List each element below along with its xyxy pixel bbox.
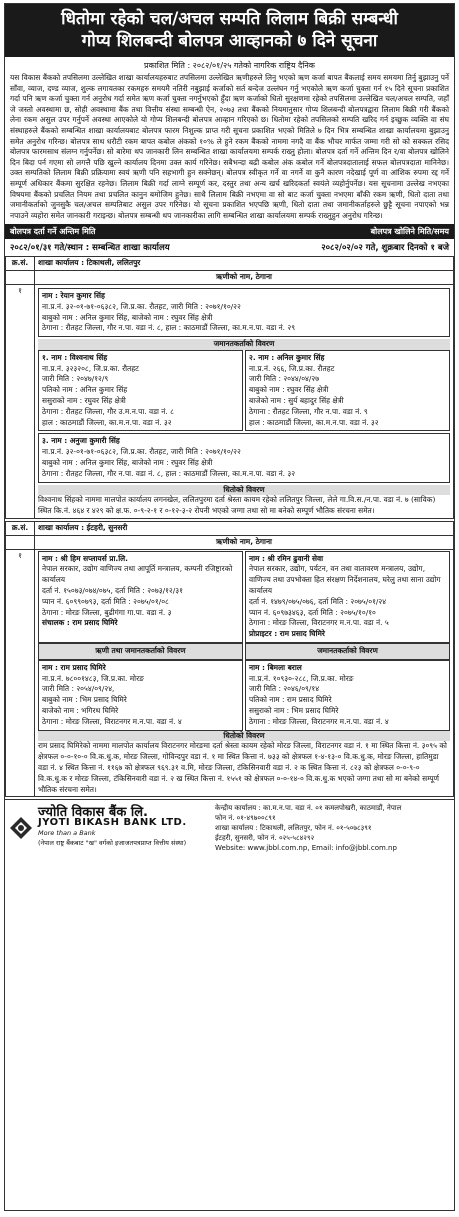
guarantor-bimala-id: ना.प्र.नं. १०९३०-२८८, जि.प्र.का. मोरङ [249, 673, 354, 683]
guarantor-2-name: २. नाम : अनिल कुमार सिंह [249, 352, 325, 362]
bank-logo-icon [9, 816, 33, 840]
sn-header: क्र.सं. [6, 257, 35, 271]
guarantor-ram [38, 660, 243, 731]
guarantor-ram-grandfather: बाजेको नाम : भगिरथ घिमिरे [42, 706, 119, 715]
footer [5, 799, 454, 856]
guarantor-bimala-father-in-law: ससुराको नाम : भिम प्रसाद घिमिरे [249, 706, 339, 715]
notice-header [5, 4, 454, 57]
guarantor-columns [38, 660, 450, 731]
bank-tagline: More than a Bank [38, 829, 96, 838]
guarantor-3 [38, 433, 450, 482]
company-1-name: नाम : श्री हिम सप्लायर्स प्रा.लि. [42, 553, 128, 563]
section-itahari [5, 521, 454, 797]
guarantor-2-relation2: बाजेको नाम : सुर्य बहादुर सिंह क्षेत्री [249, 396, 344, 406]
guarantor-2-issued: जारी मिति : २०४४/०४/२७ [249, 374, 320, 384]
company-2-reg: दर्ता नं. १४७९/०७५/०७६, दर्ता मिति : २०७५/०१/२४ [249, 596, 387, 606]
guarantor-label-row [38, 643, 450, 660]
collateral-text: विश्वनाथ सिंहको नाममा मालपोत कार्यालय लगनखेल, ललितपुरमा दर्ता श्रेस्ता कायम रहेको ललितपुर जिल्ला, लेले गा.वि.स./न.पा. वडा नं. ७ (साविक) स्थित कि.नं. ४६४ र ४२९ को क्ष.फ. ०-९-२-१ र ०-१२-३-२ रोपनी भएको जग्गा तथा सो मा बनेको सम्पूर्ण भौतिक संरचना समेत। [38, 495, 436, 516]
section-tikathali [5, 256, 454, 519]
borrower-id: ना.प्र.नं. ३२-०१-७१-०६३८२, जि.प्र.का. रौतहट, जारी मिति : २०७१/१०/२२ [42, 301, 241, 311]
guarantor-2-id: ना.प्र.नं. २६६, जि.प्र.का. रौतहट [249, 363, 335, 373]
notice-title-line1: धितोमा रहेको चल/अचल सम्पति लिलाम बिक्री सम्बन्धी [61, 9, 398, 29]
collateral-text: राम प्रसाद घिमिरेको नाममा मालपोत कार्यालय विराटनगर मोरङमा दर्ता श्रेस्ता कायम रहेको मोरङ जिल्ला, विराटनगर वडा नं. १ मा स्थित कित्ता नं. ३०९५ को क्षेत्रफल ०-०-१०-० वि.क.धु.क, मोरङ जिल्ला, गोविन्दपुर वडा नं. १ मा स्थित कित्ता नं. ७३३ को क्षेत्रफल १-४-१३-० वि.क.धु.क, मोरङ जिल्ला, हातिमुडा वडा नं. ४ स्थित कित्ता नं. ११६७ को क्षेत्रफल ९६९.३१ व.मि, मोरङ जिल्ला, टंकिसिनवारी वडा नं. २ क स्थित कित्ता नं. ८२३ को क्षेत्रफल ०-०-९-० वि.क.धु.क र मोरङ जिल्ला, टंकिसिनवारी वडा नं. २ ख स्थित कित्ता नं. १५५१ को क्षेत्रफल ०-०-१४-० वि.क.धु.क भएको जग्गा तथा सो मा बनेको सम्पूर्ण भौतिक संरचना समेत। [38, 741, 447, 794]
guarantor-bimala-name: नाम : बिमला बराल [249, 662, 302, 672]
borrower-address: ठेगाना : रौतहट जिल्ला, गौर न.पा. वडा नं. ८, हाल : काठमाडौं जिल्ला, का.म.न.पा. वडा नं. २९ [42, 323, 296, 333]
guarantor-ram-name: नाम : राम प्रसाद घिमिरे [42, 662, 106, 672]
deadline-values [5, 239, 454, 256]
publication-date: प्रकाशित मिति : २०८२/०१/२५ गतेको नागरिक राष्ट्रिय दैनिक [144, 61, 315, 70]
branch-title: शाखा कार्यालय : टिकाथली, ललितपुर [35, 257, 454, 271]
guarantor-2-relation: बाबुको नाम : रघुवर सिंह क्षेत्री [249, 385, 329, 395]
guarantor-2-address: ठेगाना : रौतहट जिल्ला, गौर न.पा. वडा नं. ९ [249, 406, 368, 416]
guarantor-label: जमानतकर्ताको विवरण [245, 643, 450, 660]
borrower-name: नाम : रेयान कुमार सिंह [42, 290, 105, 300]
guarantor-bimala-address: ठेगाना : मोरङ जिल्ला, विराटनगर म.न.पा. वडा नं. ४ [249, 716, 389, 726]
guarantor-1-current: हाल : काठमाडौं जिल्ला, का.म.न.पा. वडा नं. ३२ [42, 417, 172, 427]
guarantor-3-id: ना.प्र.नं. ३२-०१-७१-०६३८२, जि.प्र.का. रौतहट, जारी मिति : २०७१/१०/२२ [42, 447, 241, 457]
guarantor-bimala-issued: जारी मिति : २०४६/०९/१४ [249, 684, 320, 694]
row-content [35, 549, 454, 797]
guarantor-1-relation: पतिको नाम : अनिल कुमार सिंह [42, 385, 128, 395]
company-2-pan: प्यान नं. ६०९७३४६३, दर्ता मिति : २०७५/१०/१० [249, 607, 376, 617]
row-content [35, 284, 454, 518]
bank-logo [9, 803, 209, 853]
guarantor-3-address: ठेगाना : रौतहट जिल्ला, गौर न.पा. वडा नं. ८, हाल : काठमाडौं जिल्ला, का.म.न.पा. वडा नं. ३२ [42, 468, 296, 478]
guarantor-ram-issued: जारी मिति : २०५४/०९/२४, [42, 684, 115, 694]
guarantor-1-name: १. नाम : विश्वनाथ सिंह [42, 352, 108, 362]
borrower-name-address-label: ऋणीको नाम, ठेगाना [35, 535, 454, 549]
company-2-registrar: नेपाल सरकार, उद्योग, पर्यटन, वन तथा वातावरण मन्त्रालय, उद्योग, वाणिज्य तथा उपभोक्ता हित संरक्षण निर्देशनालय, घरेलु तथा साना उद्योग कार्यालय [249, 564, 441, 596]
guarantor-1-id: ना.प्र.नं. ३२३२०८, जि.प्र.का. रौतहट [42, 363, 139, 373]
company-2-proprietor: प्रोप्राइटर : राम प्रसाद घिमिरे [249, 629, 325, 639]
guarantor-1-issued: जारी मिति : २०४७/१२/९ [42, 374, 109, 384]
guarantor-bimala-husband: पतिको नाम : राम प्रसाद घिमिरे [249, 695, 332, 705]
contact-line: शाखा कार्यालय : टिकाथली, ललितपुर, फोन नं. ०१-५०७८३९१ [215, 824, 372, 833]
borrower-company-2 [245, 551, 450, 643]
guarantor-label: जमानतकर्ताको विवरण [38, 339, 450, 350]
guarantor-columns [38, 350, 450, 432]
row-sn: १ [6, 284, 35, 518]
registration-deadline-value: २०८२/०१/३१ गते/स्थान : सम्बन्धित शाखा कार्यालय [10, 243, 170, 254]
opening-date-value: २०८२/०२/०२ गते, शुक्रबार दिनको १ बजे [321, 243, 449, 254]
row-sn: १ [6, 549, 35, 797]
guarantor-1 [38, 350, 243, 432]
company-1-reg: दर्ता नं. १५०७३/०७४/०७५, दर्ता मिति : २०७३/१२/३१ [42, 586, 183, 596]
company-2-address: ठेगाना : मोरङ जिल्ला, विराटनगर म.न.पा. वडा नं. ५ [249, 618, 389, 628]
guarantor-2-current: हाल : काठमाडौं जिल्ला, का.म.न.पा. वडा नं. ३२ [249, 417, 379, 427]
contact-info [209, 803, 450, 853]
bank-name-english: JYOTI BIKASH BANK LTD. [38, 817, 187, 829]
opening-date-label: बोलपत्र खोलिने मिति/समय [370, 227, 449, 237]
guarantor-1-address: ठेगाना : रौतहट जिल्ला, गौर उ.म.न.पा. वडा नं. ८ [42, 406, 174, 416]
bank-name-nepali: ज्योति विकास बैंक लि. [38, 805, 148, 821]
collateral-label: धितोको विवरण [38, 731, 450, 742]
contact-line: ईटहरी, सुनसरी, फोन नं. ०२५-५८४२९२ [215, 834, 315, 843]
company-1-pan: प्यान नं. ६०९९०७९३, दर्ता मिति : २०७५/०१/०८ [42, 596, 169, 606]
guarantor-ram-address: ठेगाना : मोरङ जिल्ला, विराटनगर म.न.पा. वडा नं. ४ [42, 716, 182, 726]
guarantor-2 [245, 350, 450, 432]
company-1-director: संचालक : राम प्रसाद घिमिरे [42, 618, 118, 628]
guarantor-bimala [245, 660, 450, 731]
bank-license: (नेपाल राष्ट्र बैंकबाट "ख" वर्गको इजाजतपत्रप्राप्त वित्तीय संस्था) [38, 839, 187, 848]
borrower-name-address-label: ऋणीको नाम, ठेगाना [35, 271, 454, 285]
contact-line: फोन नं. ०१-४९७००८९१ [215, 814, 276, 823]
guarantor-ram-id: ना.प्र.नं. ७८००१४८३, जि.प्र.का. मोरङ [42, 673, 144, 683]
sn-header: क्र.सं. [6, 522, 35, 536]
borrower-columns [38, 551, 450, 643]
intro-paragraph: यस विकास बैंकको तपसिलमा उल्लेखित शाखा कार्यालयहरुबाट तपसिलमा उल्लेखित ऋणीहरुले लिनु भएको ऋण कर्जा बापत बैंकलाई समय समयमा तिर्नु बुझाउनु पर्ने साँवा, व्याज, दण्ड व्याज, शुल्क लगायतका रकमहरु समयमै नतिरी नबुझाई कर्जाको सर्त बन्देज उल्लंघन गर्नु भएकोले ऋण कर्जा चुक्ता गर्न १५ दिने सूचना प्रकाशित गर्दा पनि ऋण कर्जा चुक्ता गर्न अनुरोध गर्दा समेत ऋण कर्जा चुक्ता नगर्नुभएको हुँदा ऋण कर्जाको धितो सुरक्षणमा रहेको तपसिलमा उल्लेखित चल/अचल सम्पति, जहाँ जे जस्तो अवस्थामा छ, सोही अवस्थामा बैंक तथा वित्तीय संस्था सम्बन्धी ऐन, २०७३ तथा बैंकको नियमानुसार गोप्य शिलबन्दी बोलपत्रद्वारा लिलाम बिक्री गरी बैंकको लेना रकम असुल उपर गर्नुपर्ने अवस्था आएकोले यो गोप्य शिलबन्दी बोलपत्र आव्हान गरिएको छ। धितोमा रहेको तपसिलको सम्पति खरिद गर्न इच्छुक व्यक्ति वा संघ संस्थाहरुले बैंकको सम्बन्धित शाखा कार्यालयबाट बोलपत्र फारम निशुल्क प्राप्त गरी सूचना प्रकाशित भएको मितिले ७ दिन भित्र सम्बन्धित शाखा कार्यालयमा बुझाउनु समेत अनुरोध गरिन्छ। बोलपत्र साथ धरौटी रकम बापत कबोल अंकको १०% ले हुने रकम बैंकको नाममा नगदै वा बैंक भौचर मार्फत जम्मा गरी सो को सक्कल रसिद बोलपत्र फारमसाथ संलग्न गर्नुपर्नेछ। सो बारेमा थप जानकारी लिन सम्बन्धित शाखा कार्यालयमा सम्पर्क राख्नु होला। बोलपत्र दर्ता गर्ने अन्तिम दिन र/वा बोलपत्र खोलिने दिन बिदा पर्न गएमा सो लगत्तै पछि खुल्ने कार्यालय दिनमा उक्त कार्य गरिनेछ। सबैभन्दा बढी कबोल अंक कबोल गर्ने बोलपत्रदातालाई सफल बोलपत्रदाता मानिनेछ। उक्त सम्पतिको लिलाम बिक्री प्रक्रियामा स्वयं ऋणी पनि सहभागी हुन सक्नेछन्। बोलपत्र स्वीकृत गर्ने वा नगर्ने वा कुनै कारण नदेखाई पूर्ण वा आंशिक रुपमा रद्द गर्ने सम्पूर्ण अधिकार बैंकमा सुरक्षित रहनेछ। लिलाम बिक्री गर्दा लाग्ने सम्पूर्ण कर, दस्तुर तथा अन्य खर्च खरिदकर्ता स्वयंले व्यहोर्नुपर्नेछ। यस सूचनामा उल्लेख नभएका विषयमा बैंकको प्रचलित नियम तथा प्रचलित कानुन बमोजिम हुनेछ। साथै लिलाम बिक्री नभएमा वा सो बाट कर्जा चुक्ता नभएमा बाँकी रकम ऋणी, धितो दाता तथा जमानीकर्ताको जुनसुकै चल/अचल सम्पतिबाट असुल उपर गरिनेछ। यो सूचना प्रकाशित भएपछि ऋणी, धितो दाता तथा जमानीकर्ताहरुले छुट्टै सूचना नपाएको भन्न नपाउने व्यहोरा समेत जानकारी गराइन्छ। बोलपत्र सम्बन्धी थप जानकारीका लागि सम्बन्धित शाखा कार्यालयमा सम्पर्क राख्नुहुन अनुरोध गरिन्छ। [10, 73, 449, 220]
borrower-company-1 [38, 551, 243, 643]
guarantor-3-father: बाबुको नाम : अनिल कुमार सिंह, बाजेको नाम : रघुवर सिंह क्षेत्री [42, 458, 213, 468]
branch-title: शाखा कार्यालय : ईटहरी, सुनसरी [35, 522, 454, 536]
guarantor-3-name: ३. नाम : अनुजा कुमारी सिंह [42, 436, 120, 446]
guarantor-ram-father: बाबुको नाम : भिम प्रसाद घिमिरे [42, 695, 127, 705]
collateral-label: धितोको विवरण [38, 485, 450, 496]
notice-page [4, 3, 455, 1211]
guarantor-1-relation2: ससुराको नाम : रघुवर सिंह क्षेत्री [42, 396, 126, 406]
deadline-header [5, 224, 454, 239]
contact-line: Website: www.jbbl.com.np, Email: info@jbbl.com.np [215, 844, 397, 853]
company-2-name: नाम : श्री रमिन ढुवानी सेवा [249, 553, 324, 563]
contact-line: केन्द्रीय कार्यालय : का.म.न.पा. वडा नं. ०१ कमलपोखरी, काठमाडौं, नेपाल [215, 804, 402, 813]
company-1-address: ठेगाना : मोरङ जिल्ला, बुढीगंगा गा.पा. वडा नं. ३ [42, 607, 172, 617]
owner-guarantor-label: ऋणी तथा जमानतकर्ताको विवरण [38, 643, 243, 660]
borrower-father: बाबुको नाम : अनिल कुमार सिंह, बाजेको नाम : रघुवर सिंह क्षेत्री [42, 312, 213, 322]
notice-title-line2: गोप्य शिलबन्दी बोलपत्र आव्हानको ७ दिने सूचना [81, 31, 378, 51]
borrower-box [38, 288, 450, 337]
registration-deadline-label: बोलपत्र दर्ता गर्ने अन्तिम मिति [10, 227, 96, 237]
company-1-registrar: नेपाल सरकार, उद्योग वाणिज्य तथा आपूर्ति मन्त्रालय, कम्पनी रजिष्ट्रारको कार्यालय [42, 564, 233, 585]
